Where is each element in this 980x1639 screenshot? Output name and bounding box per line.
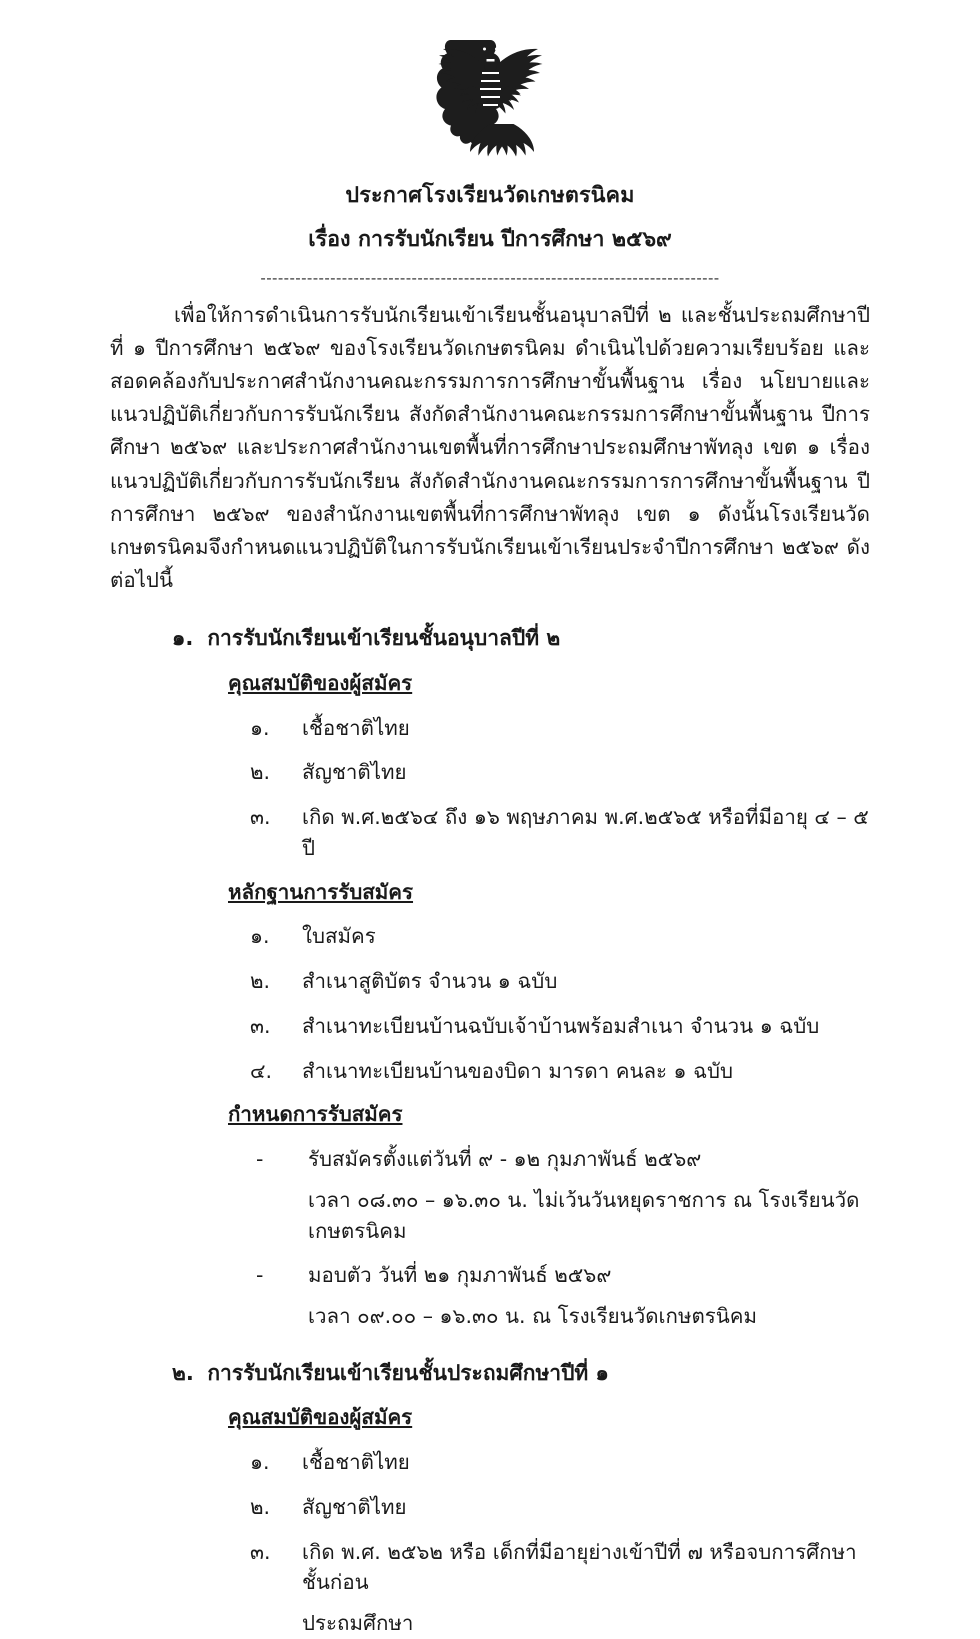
item-marker: ๑.: [250, 1450, 270, 1475]
list-item: [110, 1144, 870, 1246]
section-1-title: การรับนักเรียนเข้าเรียนชั้นอนุบาลปีที่ ๒: [207, 626, 561, 651]
item-text-line2: เวลา ๐๘.๓๐ – ๑๖.๓๐ น. ไม่เว้นวันหยุดราชการ ณ โรงเรียนวัดเกษตรนิคม: [308, 1187, 860, 1243]
title-divider: -------------------------------------------------------------------------------: [260, 268, 720, 287]
section-2-group-1-list: [110, 1447, 870, 1639]
item-marker: ๓.: [250, 805, 271, 830]
section-1-group-3-list: [110, 1144, 870, 1332]
section-1-group-2-title: หลักฐานการรับสมัคร: [228, 879, 414, 904]
item-marker: ๑.: [250, 715, 270, 740]
item-marker: -: [256, 1147, 264, 1172]
item-marker: ๒.: [250, 969, 271, 994]
section-2-title: การรับนักเรียนเข้าเรียนชั้นประถมศึกษาปีที่ ๑: [207, 1360, 609, 1385]
list-item: [110, 713, 870, 744]
page-title: ประกาศโรงเรียนวัดเกษตรนิคม: [345, 183, 635, 208]
list-item: [110, 757, 870, 788]
section-1-number: ๑.: [172, 626, 194, 651]
item-text: [308, 1144, 870, 1246]
section-1-group-2-list: [110, 921, 870, 1086]
section-1: [110, 623, 870, 1332]
section-2-group-1-title: คุณสมบัติของผู้สมัคร: [228, 1405, 413, 1430]
list-item: [110, 1492, 870, 1523]
list-item: [110, 921, 870, 952]
item-marker: ๑.: [250, 924, 270, 949]
list-item: [110, 802, 870, 864]
item-text-line1: มอบตัว วันที่ ๒๑ กุมภาพันธ์ ๒๕๖๙: [308, 1263, 612, 1288]
item-text-line2: ประถมศึกษา: [302, 1611, 414, 1636]
intro-paragraph: เพื่อให้การดำเนินการรับนักเรียนเข้าเรียนชั้นอนุบาลปีที่ ๒ และชั้นประถมศึกษาปีที่ ๑ ปีการศึกษา ๒๕๖๙ ของโรงเรียนวัดเกษตรนิคม ดำเนินไปด้วยความเรียบร้อย และสอดคล้องกับประกาศสำนักงานคณะกรรมการการศึกษาขั้นพื้นฐาน เรื่อง นโยบายและแนวปฏิบัติเกี่ยวกับการรับนักเรียน สังกัดสำนักงานคณะกรรมการศึกษาขั้นพื้นฐาน ปีการศึกษา ๒๕๖๙ และประกาศสำนักงานเขตพื้นที่การศึกษาประถมศึกษาพัทลุง เขต ๑ เรื่อง แนวปฏิบัติเกี่ยวกับการรับนักเรียน สังกัดสำนักงานคณะกรรมการการศึกษาขั้นพื้นฐาน ปีการศึกษา ๒๕๖๙ ของสำนักงานเขตพื้นที่การศึกษาพัทลุง เขต ๑ ดังนั้นโรงเรียนวัดเกษตรนิคมจึงกำหนดแนวปฏิบัติในการรับนักเรียนเข้าเรียนประจำปีการศึกษา ๒๕๖๙ ดังต่อไปนี้: [110, 302, 870, 593]
item-text: สำเนาทะเบียนบ้านฉบับเจ้าบ้านพร้อมสำเนา จำนวน ๑ ฉบับ: [302, 1013, 820, 1038]
section-2-heading: [110, 1358, 870, 1390]
item-marker: ๔.: [250, 1058, 273, 1083]
list-item: [110, 966, 870, 997]
emblem-container: [110, 26, 870, 166]
section-1-group-1-title: คุณสมบัติของผู้สมัคร: [228, 670, 413, 695]
item-text: ใบสมัคร: [302, 924, 376, 949]
item-text: เชื้อชาติไทย: [302, 715, 410, 740]
item-text-line1: รับสมัครตั้งแต่วันที่ ๙ - ๑๒ กุมภาพันธ์ ๒๕๖๙: [308, 1147, 702, 1172]
item-marker: ๓.: [250, 1013, 271, 1038]
section-1-group-3-title: กำหนดการรับสมัคร: [228, 1102, 403, 1127]
item-text: [302, 1537, 870, 1639]
item-text: สัญชาติไทย: [302, 760, 407, 785]
list-item: [110, 1011, 870, 1042]
list-item: [110, 1537, 870, 1639]
item-text: เชื้อชาติไทย: [302, 1450, 410, 1475]
garuda-emblem: [428, 26, 553, 158]
item-marker: -: [256, 1263, 264, 1288]
item-text: สำเนาทะเบียนบ้านของบิดา มารดา คนละ ๑ ฉบับ: [302, 1058, 734, 1083]
list-item: [110, 1260, 870, 1332]
item-marker: ๒.: [250, 1494, 271, 1519]
item-text-line1: เกิด พ.ศ. ๒๕๖๒ หรือ เด็กที่มีอายุย่างเข้าปีที่ ๗ หรือจบการศึกษาชั้นก่อน: [302, 1539, 857, 1595]
item-marker: ๒.: [250, 760, 271, 785]
page-subtitle: เรื่อง การรับนักเรียน ปีการศึกษา ๒๕๖๙: [308, 227, 672, 253]
title-block: [110, 180, 870, 287]
item-text: สัญชาติไทย: [302, 1494, 407, 1519]
item-marker: ๓.: [250, 1539, 271, 1564]
item-text: สำเนาสูติบัตร จำนวน ๑ ฉบับ: [302, 969, 558, 994]
section-2-number: ๒.: [172, 1360, 194, 1385]
list-item: [110, 1056, 870, 1087]
section-2: [110, 1358, 870, 1639]
list-item: [110, 1447, 870, 1478]
section-1-heading: [110, 623, 870, 655]
section-1-group-1-list: [110, 713, 870, 864]
item-text: [308, 1260, 870, 1332]
item-text: เกิด พ.ศ.๒๕๖๔ ถึง ๑๖ พฤษภาคม พ.ศ.๒๕๖๕ หรือที่มีอายุ ๔ – ๕ ปี: [302, 805, 869, 860]
item-text-line2: เวลา ๐๙.๐๐ – ๑๖.๓๐ น. ณ โรงเรียนวัดเกษตรนิคม: [308, 1304, 758, 1329]
